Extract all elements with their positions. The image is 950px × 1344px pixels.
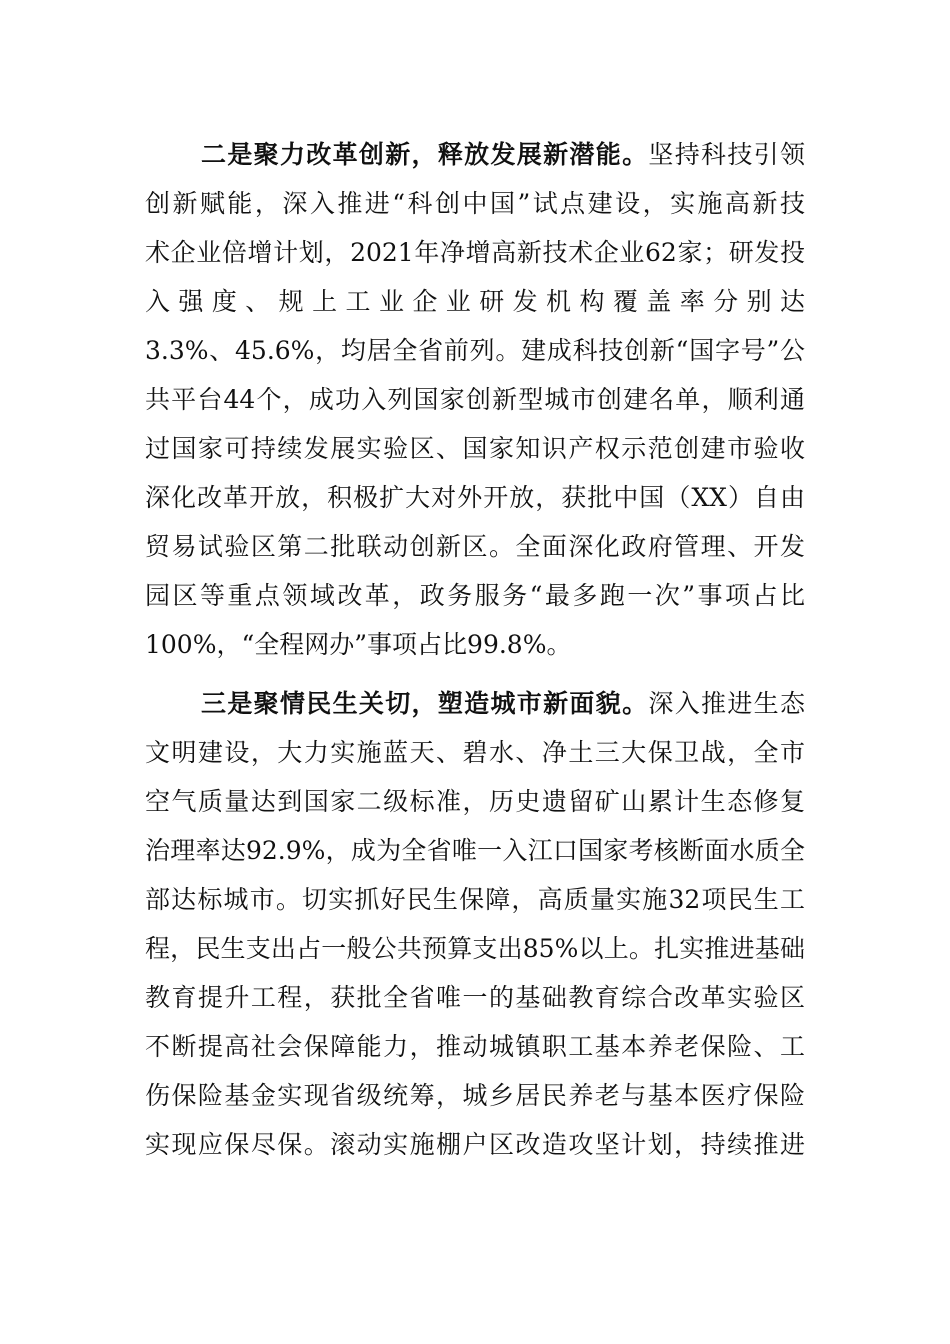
paragraph-lead-heading: 二是聚力改革创新，释放发展新潜能。 (201, 140, 649, 169)
paragraph-livelihood (145, 679, 805, 1169)
text-line: 过国家可持续发展实验区、国家知识产权示范创建市验收 (145, 434, 805, 463)
paragraph-first-line (145, 679, 805, 728)
text-line: 贸易试验区第二批联动创新区。全面深化政府管理、开发 (145, 532, 805, 561)
paragraph-first-line-text: 坚持科技引领 (648, 140, 805, 169)
text-line: 园区等重点领域改革，政务服务“最多跑一次”事项占比 (145, 581, 805, 610)
paragraph-first-line (145, 130, 805, 179)
text-line: 100%，“全程网办”事项占比99.8%。 (145, 630, 572, 659)
text-line: 伤保险基金实现省级统筹，城乡居民养老与基本医疗保险 (145, 1081, 805, 1110)
paragraph-spacer (145, 669, 805, 679)
text-line: 创新赋能，深入推进“科创中国”试点建设，实施高新技 (145, 189, 805, 218)
text-line: 部达标城市。切实抓好民生保障，高质量实施32项民生工 (145, 885, 805, 914)
text-line: 术企业倍增计划，2021年净增高新技术企业62家；研发投 (145, 238, 805, 267)
text-line: 程，民生支出占一般公共预算支出85%以上。扎实推进基础 (145, 934, 805, 963)
text-line: 文明建设，大力实施蓝天、碧水、净土三大保卫战，全市 (145, 738, 805, 767)
text-line: 深化改革开放，积极扩大对外开放，获批中国（XX）自由 (145, 483, 805, 512)
text-line: 不断提高社会保障能力，推动城镇职工基本养老保险、工 (145, 1032, 805, 1061)
text-line: 治理率达92.9%，成为全省唯一入江口国家考核断面水质全 (145, 836, 805, 865)
paragraph-reform-innovation (145, 130, 805, 669)
text-line: 入强度、规上工业企业研发机构覆盖率分别达 (145, 287, 805, 316)
text-line: 共平台44个，成功入列国家创新型城市创建名单，顺利通 (145, 385, 805, 414)
document-page (145, 130, 805, 1169)
text-line: 空气质量达到国家二级标准，历史遗留矿山累计生态修复 (145, 787, 805, 816)
paragraph-first-line-text: 深入推进生态 (648, 689, 805, 718)
text-line: 实现应保尽保。滚动实施棚户区改造攻坚计划，持续推进 (145, 1130, 805, 1159)
text-line: 教育提升工程，获批全省唯一的基础教育综合改革实验区 (145, 983, 805, 1012)
paragraph-lead-heading: 三是聚情民生关切，塑造城市新面貌。 (201, 689, 649, 718)
text-line: 3.3%、45.6%，均居全省前列。建成科技创新“国字号”公 (145, 336, 805, 365)
